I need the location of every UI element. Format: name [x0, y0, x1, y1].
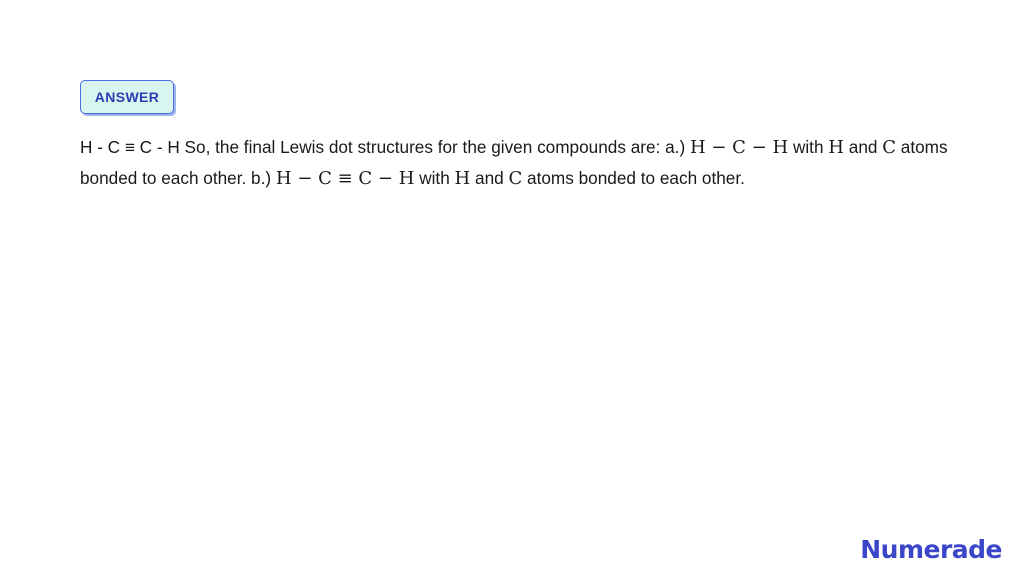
and-b: and: [470, 168, 509, 188]
answer-text: [80, 132, 950, 194]
answer-badge: ANSWER: [80, 80, 174, 114]
atom-h-a: H: [828, 137, 844, 158]
with-a: with: [788, 137, 829, 157]
formula-b: H − C ≡ C − H: [275, 168, 415, 189]
and-a: and: [844, 137, 883, 157]
with-b: with: [414, 168, 455, 188]
answer-lead: H - C ≡ C - H So, the final Lewis dot structures for the given compounds are: a.): [80, 137, 690, 157]
formula-a: H − C − H: [689, 137, 789, 158]
tail-a: atoms bonded to each other. b.): [80, 137, 948, 188]
numerade-logo[interactable]: Numerade: [860, 535, 1002, 564]
atom-c-b: C: [508, 168, 523, 189]
tail-b: atoms bonded to each other.: [522, 168, 745, 188]
atom-h-b: H: [454, 168, 471, 189]
atom-c-a: C: [882, 137, 897, 158]
